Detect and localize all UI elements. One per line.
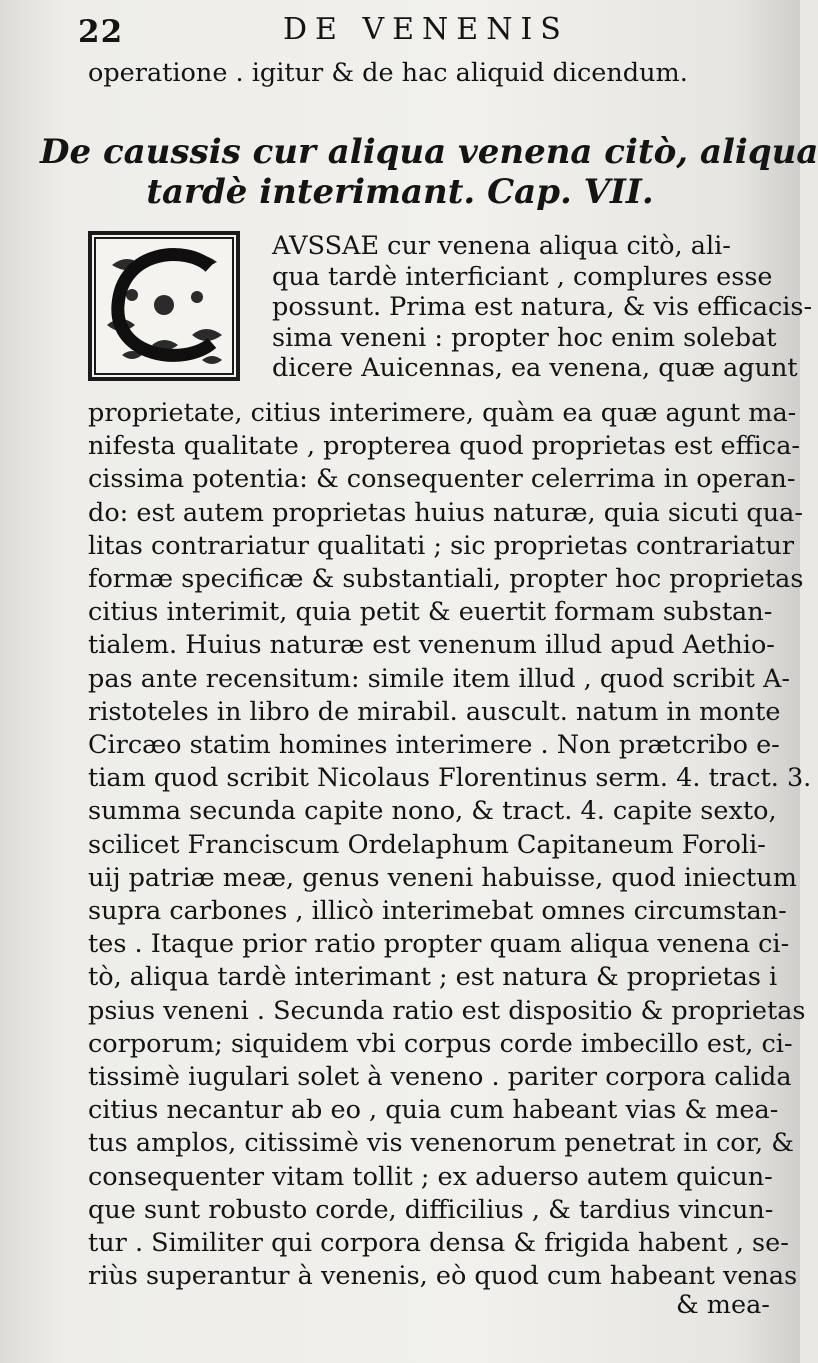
catchword: & mea-	[676, 1290, 770, 1320]
text-line: tur . Similiter qui corpora densa & frigida habent , se-	[88, 1228, 789, 1258]
text-line: uij patriæ meæ, genus veneni habuisse, quod iniectum	[88, 862, 797, 893]
text-line: sima veneni : propter hoc enim solebat	[272, 322, 777, 353]
text-line: tus amplos, citissimè vis venenorum penetrat in cor, &	[88, 1128, 794, 1159]
text-line: tialem. Huius naturæ est venenum illud apud Aethio-	[88, 630, 775, 661]
text-line: citius necantur ab eo , quia cum habeant vias & mea-	[88, 1095, 779, 1126]
text-line: corporum; siquidem vbi corpus corde imbecillo est, ci-	[88, 1028, 793, 1059]
text-line: psius veneni . Secunda ratio est dispositio & proprietas	[88, 995, 806, 1026]
page-number: 22	[78, 14, 124, 50]
text-line: do: est autem proprietas huius naturæ, quia sicuti qua-	[88, 497, 803, 528]
text-line: summa secunda capite nono, & tract. 4. capite sexto,	[88, 796, 777, 827]
text-line: Circæo statim homines interimere . Non prætcribo e-	[88, 730, 780, 760]
text-line: proprietate, citius interimere, quàm ea quæ agunt ma-	[88, 398, 797, 428]
text-line: tissimè iugulari solet à veneno . pariter corpora calida	[88, 1062, 792, 1092]
text-line: tes . Itaque prior ratio propter quam aliqua venena ci-	[88, 929, 790, 960]
chapter-heading-line-2: tardè interimant. Cap. VII.	[146, 172, 654, 212]
text-line: scilicet Franciscum Ordelaphum Capitaneum Foroli-	[88, 829, 766, 860]
text-line: riùs superantur à venenis, eò quod cum habeant venas	[88, 1261, 798, 1292]
text-line: AVSSAE cur venena aliqua citò, ali-	[272, 231, 731, 261]
text-line: litas contrariatur qualitati ; sic proprietas contrariatur	[88, 530, 795, 561]
text-line: que sunt robusto corde, difficilius , & tardius vincun-	[88, 1194, 774, 1225]
first-line: operatione . igitur & de hac aliquid dicendum.	[88, 58, 688, 88]
text-line: tò, aliqua tardè interimant ; est natura & proprietas i	[88, 962, 778, 993]
text-line: supra carbones , illicò interimebat omnes circumstan-	[88, 896, 787, 926]
text-line: dicere Auicennas, ea venena, quæ agunt	[272, 353, 798, 383]
text-line: cissima potentia: & consequenter celerrima in operan-	[88, 464, 796, 495]
text-line: formæ specificæ & substantiali, propter hoc proprietas	[88, 564, 804, 594]
text-line: tiam quod scribit Nicolaus Florentinus serm. 4. tract. 3.	[88, 763, 812, 794]
text-line: pas ante recensitum: simile item illud , quod scribit A-	[88, 663, 790, 694]
page-header	[78, 8, 718, 56]
text-line: ristoteles in libro de mirabil. auscult. natum in monte	[88, 696, 781, 727]
ornamental-initial-icon	[88, 231, 240, 381]
running-head: DE VENENIS	[283, 12, 569, 47]
text-line: citius interimit, quia petit & euertit formam substan-	[88, 597, 773, 628]
chapter-heading-line-1: De caussis cur aliqua venena citò, aliqua	[40, 132, 818, 172]
text-line: consequenter vitam tollit ; ex aduerso autem quicun-	[88, 1161, 773, 1192]
text-line: qua tardè interficiant , complures esse	[272, 261, 773, 292]
text-line: possunt. Prima est natura, & vis efficacis-	[272, 292, 813, 322]
text-line: nifesta qualitate , propterea quod proprietas est effica-	[88, 431, 801, 462]
